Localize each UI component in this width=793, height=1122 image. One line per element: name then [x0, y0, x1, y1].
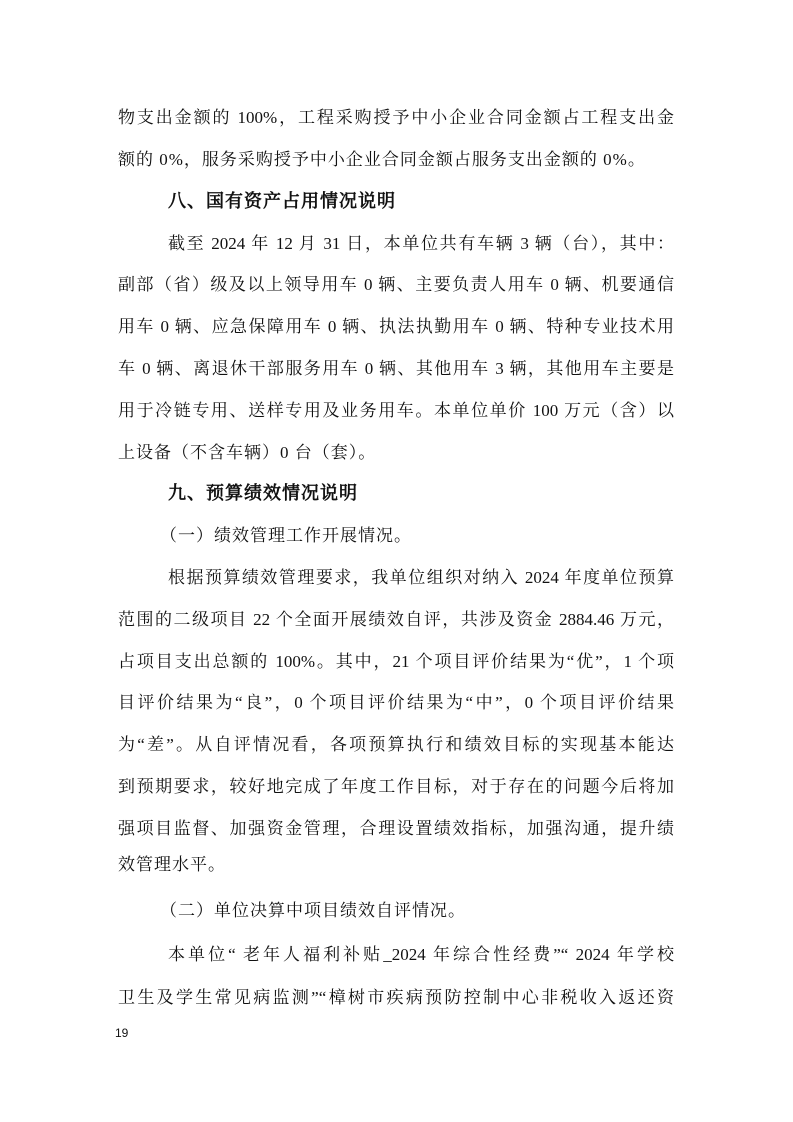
body-text-line: 用车 0 辆、应急保障用车 0 辆、执法执勤用车 0 辆、特种专业技术用 — [118, 317, 674, 336]
body-text-line: 卫生及学生常见病监测”“樟树市疾病预防控制中心非税收入返还资 — [118, 988, 674, 1007]
body-text-line: 用于冷链专用、送样专用及业务用车。本单位单价 100 万元（含）以 — [118, 401, 674, 420]
subsection-heading-2: （二）单位决算中项目绩效自评情况。 — [160, 901, 466, 920]
body-text-line: 截至 2024 年 12 月 31 日，本单位共有车辆 3 辆（台），其中： — [168, 234, 674, 253]
body-text-line: 强项目监督、加强资金管理，合理设置绩效指标，加强沟通，提升绩 — [118, 819, 674, 838]
body-text-line: 根据预算绩效管理要求，我单位组织对纳入 2024 年度单位预算 — [168, 568, 674, 587]
body-text-line: 物支出金额的 100%，工程采购授予中小企业合同金额占工程支出金 — [118, 108, 674, 127]
body-text-line: 为“差”。从自评情况看，各项预算执行和绩效目标的实现基本能达 — [118, 735, 674, 754]
body-text-line: 占项目支出总额的 100%。其中，21 个项目评价结果为“优”，1 个项 — [118, 652, 674, 671]
section-heading-8: 八、国有资产占用情况说明 — [168, 191, 396, 212]
body-text-line: 效管理水平。 — [118, 855, 226, 874]
body-text-line: 范围的二级项目 22 个全面开展绩效自评，共涉及资金 2884.46 万元， — [118, 610, 674, 629]
body-text-line: 本单位“ 老年人福利补贴_2024 年综合性经费”“ 2024 年学校 — [168, 945, 674, 964]
body-text-line: 到预期要求，较好地完成了年度工作目标，对于存在的问题今后将加 — [118, 777, 674, 796]
body-text-line: 目评价结果为“良”，0 个项目评价结果为“中”，0 个项目评价结果 — [118, 693, 674, 712]
subsection-heading-1: （一）绩效管理工作开展情况。 — [160, 526, 412, 545]
section-heading-9: 九、预算绩效情况说明 — [168, 483, 358, 504]
page-number: 19 — [115, 1026, 129, 1040]
body-text-line: 车 0 辆、离退休干部服务用车 0 辆、其他用车 3 辆，其他用车主要是 — [118, 359, 674, 378]
body-text-line: 额的 0%，服务采购授予中小企业合同金额占服务支出金额的 0%。 — [118, 150, 646, 169]
body-text-line: 上设备（不含车辆）0 台（套）。 — [118, 443, 377, 462]
body-text-line: 副部（省）级及以上领导用车 0 辆、主要负责人用车 0 辆、机要通信 — [118, 275, 674, 294]
